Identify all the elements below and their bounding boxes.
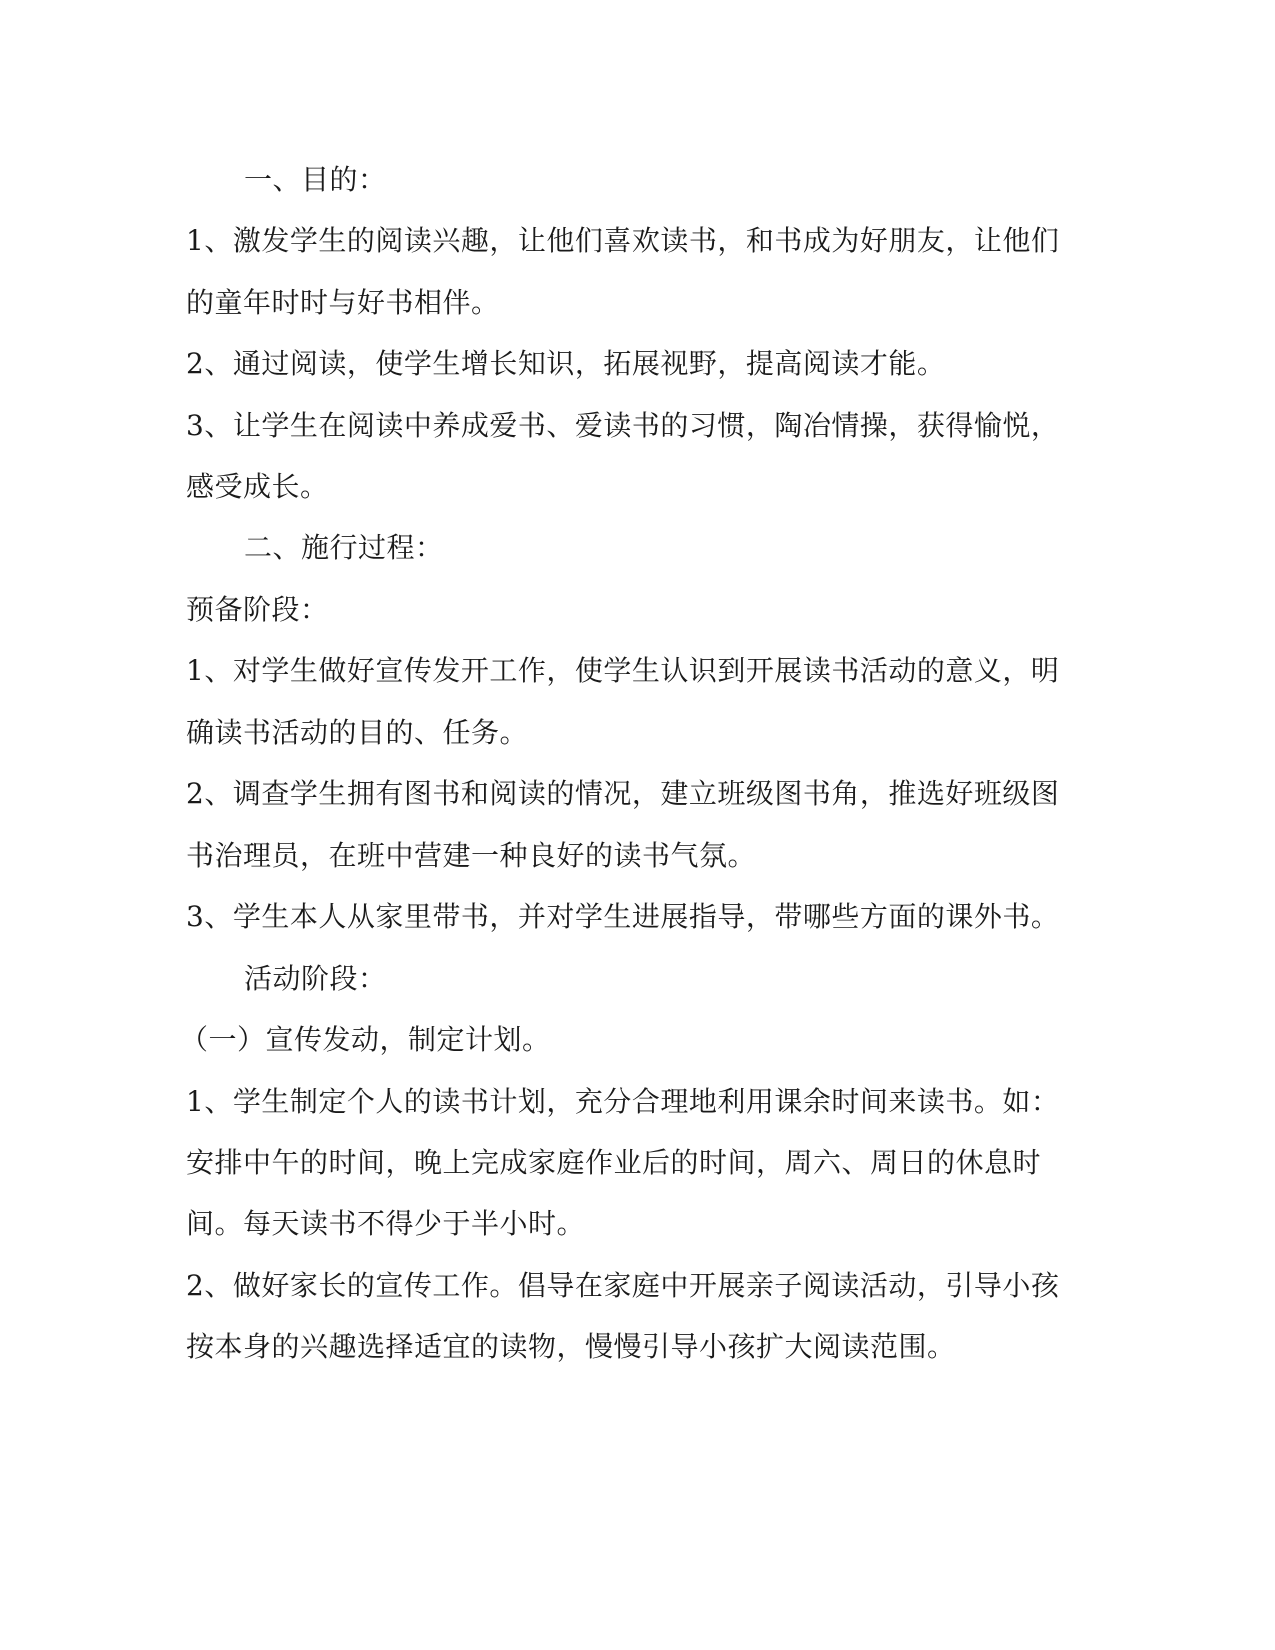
subheading-preparation: 预备阶段： [186, 593, 329, 626]
paragraph-line: 1、学生制定个人的读书计划，充分合理地利用课余时间来读书。如： [186, 1085, 1060, 1118]
heading-purpose: 一、目的： [244, 163, 387, 196]
paragraph-line: 3、让学生在阅读中养成爱书、爱读书的习惯，陶冶情操，获得愉悦， [186, 409, 1060, 442]
paragraph-line: 1、对学生做好宣传发开工作，使学生认识到开展读书活动的意义，明 [186, 654, 1060, 687]
subheading-activity: 活动阶段： [244, 962, 387, 995]
heading-process: 二、施行过程： [244, 531, 444, 564]
paragraph-line: 2、做好家长的宣传工作。倡导在家庭中开展亲子阅读活动，引导小孩 [186, 1269, 1060, 1302]
subheading-publicity: （一）宣传发动，制定计划。 [180, 1023, 551, 1056]
paragraph-line: 间。每天读书不得少于半小时。 [186, 1207, 586, 1240]
paragraph-line: 2、通过阅读，使学生增长知识，拓展视野，提高阅读才能。 [186, 347, 946, 380]
paragraph-line: 按本身的兴趣选择适宜的读物，慢慢引导小孩扩大阅读范围。 [186, 1330, 956, 1363]
paragraph-line: 确读书活动的目的、任务。 [186, 716, 529, 749]
paragraph-line: 书治理员，在班中营建一种良好的读书气氛。 [186, 839, 757, 872]
paragraph-line: 感受成长。 [186, 470, 329, 503]
paragraph-line: 1、激发学生的阅读兴趣，让他们喜欢读书，和书成为好朋友，让他们 [186, 224, 1060, 257]
paragraph-line: 2、调查学生拥有图书和阅读的情况，建立班级图书角，推选好班级图 [186, 777, 1060, 810]
paragraph-line: 3、学生本人从家里带书，并对学生进展指导，带哪些方面的课外书。 [186, 900, 1060, 933]
paragraph-line: 的童年时时与好书相伴。 [186, 286, 500, 319]
paragraph-line: 安排中午的时间，晚上完成家庭作业后的时间，周六、周日的休息时 [186, 1146, 1042, 1179]
